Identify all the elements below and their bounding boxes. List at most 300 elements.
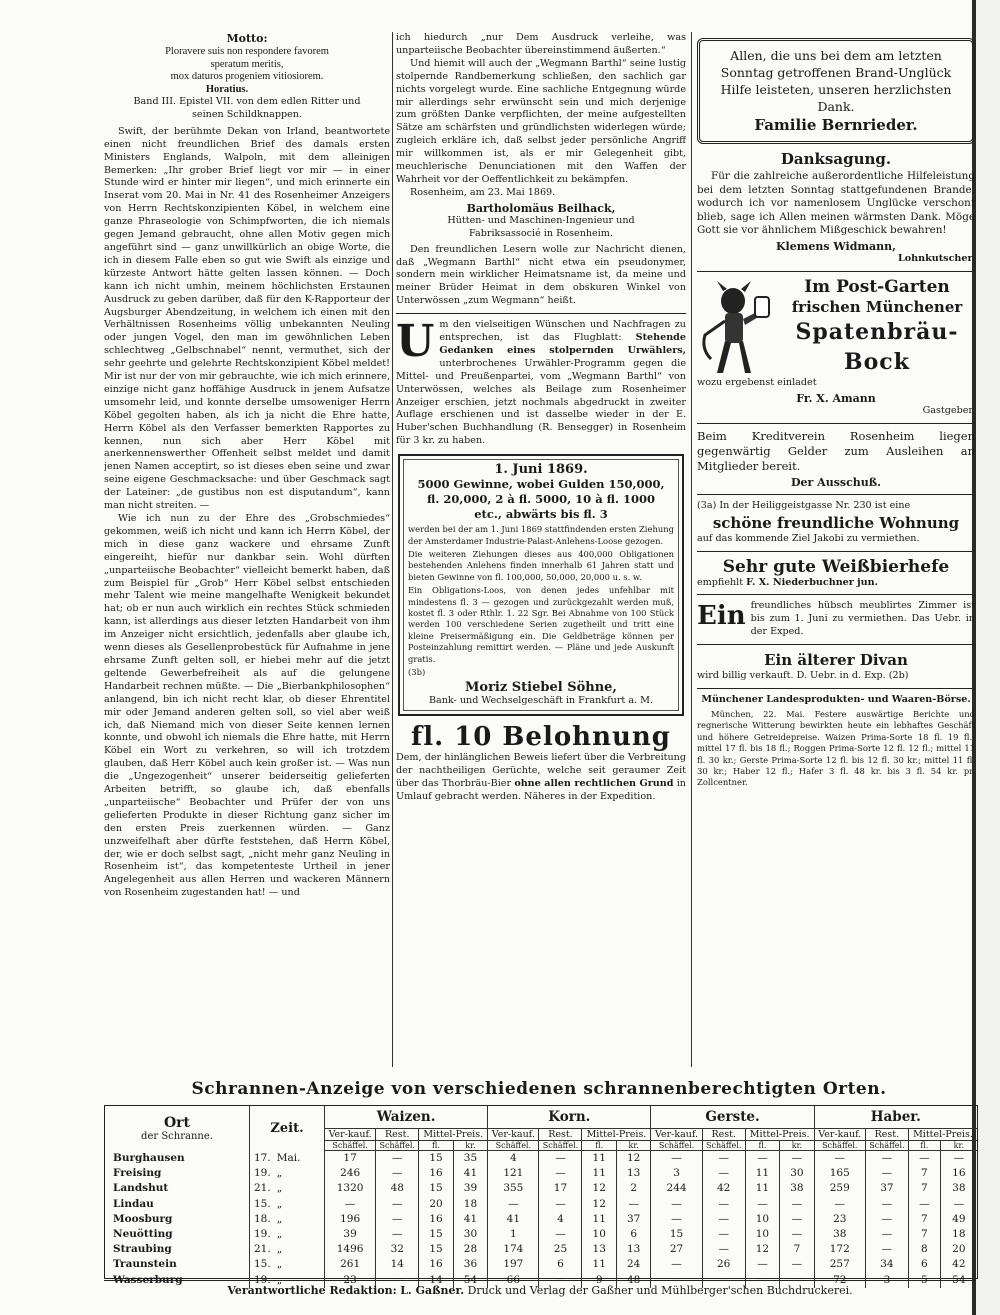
value-cell: 7	[908, 1181, 940, 1196]
value-cell: —	[702, 1212, 745, 1227]
value-cell: —	[865, 1227, 908, 1242]
unit-header: fl.	[908, 1141, 940, 1151]
grain-header: Haber.	[814, 1106, 977, 1129]
article-signature: Bartholomäus Beilhack,	[466, 201, 616, 215]
value-cell: 1320	[325, 1181, 376, 1196]
value-cell: 7	[908, 1166, 940, 1181]
article-paragraph: ich hiedurch „nur Dem Ausdruck verleihe, was unparteiische Beobachter übereinstimmend äußerten.“	[396, 32, 686, 56]
value-cell: 165	[814, 1166, 865, 1181]
value-cell: 197	[488, 1257, 539, 1272]
lottery-text: werden bei der am 1. Juni 1869 stattfindenden ersten Ziehung der Amsterdamer Industrie-Palast-Anlehens-Loose gezogen.	[408, 524, 674, 546]
sub-header: Mittel-Preis.	[582, 1129, 651, 1141]
zeit-day: 19.	[254, 1228, 271, 1241]
value-cell: 42	[940, 1257, 977, 1272]
unit-header: fl.	[582, 1141, 616, 1151]
table-row	[105, 1212, 977, 1227]
value-cell: —	[376, 1151, 419, 1167]
value-cell: 12	[582, 1197, 616, 1212]
value-cell: 20	[419, 1197, 453, 1212]
unit-header: Schäffel.	[865, 1141, 908, 1151]
sub-header: Rest.	[376, 1129, 419, 1141]
zimmer-text: freundliches hübsch meublirtes Zimmer ist bis zum 1. Juni zu vermiethen. Das Uebr. in der Exped.	[750, 600, 975, 638]
sub-header: Mittel-Preis.	[419, 1129, 488, 1141]
value-cell: 12	[616, 1151, 650, 1167]
unit-header: Schäffel.	[814, 1141, 865, 1151]
ort-cell: Traunstein	[113, 1258, 177, 1271]
value-cell: —	[651, 1212, 702, 1227]
separator	[697, 688, 975, 689]
danksagung-title: Lohnkutscher.	[898, 252, 975, 264]
value-cell: 8	[908, 1242, 940, 1257]
dropcap: U	[396, 316, 435, 368]
value-cell: 36	[453, 1257, 487, 1272]
value-cell: 11	[745, 1181, 779, 1196]
value-cell: —	[376, 1273, 419, 1288]
zeit-month: „	[276, 1182, 283, 1195]
wohnung-intro: (3a) In der Heiliggeistgasse Nr. 230 ist eine	[697, 499, 911, 511]
value-cell: —	[865, 1166, 908, 1181]
value-cell: 172	[814, 1242, 865, 1257]
value-cell: 16	[940, 1166, 977, 1181]
value-cell: —	[539, 1227, 582, 1242]
value-cell: 42	[702, 1181, 745, 1196]
markt-heading: Münchener Landesprodukten- und Waaren-Börse.	[701, 694, 971, 706]
grain-header: Gerste.	[651, 1106, 814, 1129]
unit-header: kr.	[780, 1141, 814, 1151]
danksagung-text: Für die zahlreiche außerordentliche Hilfeleistung bei dem letzten Sonntag stattgefundenen Brande, wodurch ich vor namenlosem Unglücke verschont blieb, sage ich Allen meinen wärmsten Dank. Möge Gott sie vor ähnlichem Mißgeschick bewahren!	[697, 170, 975, 237]
zeit-month: „	[276, 1228, 283, 1241]
value-cell: 10	[582, 1227, 616, 1242]
value-cell: —	[376, 1227, 419, 1242]
danksagung-signature: Klemens Widmann,	[775, 239, 897, 253]
article-paragraph: Wie ich nun zu der Ehre des „Grobschmiedes“ gekommen, weiß ich nicht und kann ich Herrn Köbel, der mich in diese ganz wackere und ehrsame Zunft eingereiht, hiefür nur dankbar sein. Wohl dürften „unparteiische Beobachter“ vielleicht bemerkt haben, daß zum Beispiel für „Grob“ Herr Köbel selbst entschieden mehr Talent wie meine mangelhafte Wenigkeit bekundet hat; ob er nun auch wirklich ein rechtes Stück schmieden kann, ist allerdings aus dieser letzten Handarbeit von ihm im Anzeiger nicht ersichtlich, jedenfalls aber glaube ich, wenn dieses als Gesellenprobestück für Aufnahme in jene ehrsame Zunft gelten soll, er hiebei mehr auf die jetzt geltende Gewerbefreiheit als auf die gelungene Handarbeit rechnen müßte. — Die „Bierbankphilosophen“ anlangend, bin ich nicht recht klar, ob dieser Ehrentitel mir oder Jemand anderen gelten soll, so viel aber weiß ich, daß Niemand mich von dieser Seite kennen lernen konnte, und obwohl ich niemals die Ehre hatte, mit Herrn Köbel ein Wort zu verkehren, so will ich trotzdem glauben, daß Herr Köbel auch kein großer ist. — Was nun die „Ungezogenheit“ unserer beiderseitig gelieferten Arbeiten betrifft, so glaube ich, daß ebenfalls „unparteiische“ Beobachter und Prüfer der von uns gelieferten Produkte in dieser Richtung ganz sicher im den ersten Preis zuerkennen würden. — Ganz unzweifelhaft aber dürfte feststehen, daß Herrn Köbel, der, wie er doch selbst sagt, „nicht mehr ganz Neuling in Rosenheim ist“, das kompetenteste Urtheil in jener Angelegenheit aus allen Herren und wackeren Männern von Rosenheim zugestanden hat! — und	[104, 513, 390, 899]
ort-cell: Freising	[113, 1167, 162, 1180]
ad-number: (3b)	[408, 667, 426, 678]
sub-header: Ver-kauf.	[325, 1129, 376, 1141]
sub-header: Ver-kauf.	[488, 1129, 539, 1141]
thanks-signature: Familie Bernrieder.	[754, 116, 918, 134]
ort-cell: Burghausen	[113, 1151, 185, 1164]
flugblatt-intro: m den vielseitigen Wünschen und Nachfragen zu entsprechen, ist das Flugblatt:	[439, 319, 686, 344]
signature-title: Hütten- und Maschinen-Ingenieur und	[447, 214, 635, 226]
value-cell: 13	[616, 1242, 650, 1257]
value-cell: 20	[940, 1242, 977, 1257]
zeit-header: Zeit.	[250, 1106, 325, 1151]
postgarten-product: Spatenbräu-Bock	[795, 318, 959, 375]
value-cell: 121	[488, 1166, 539, 1181]
value-cell: 18	[453, 1197, 487, 1212]
motto-author: Horatius.	[205, 83, 249, 95]
value-cell: —	[908, 1197, 940, 1212]
schrannen-table	[104, 1105, 978, 1286]
table-row	[105, 1166, 977, 1181]
value-cell: —	[745, 1257, 779, 1272]
table-row	[105, 1242, 977, 1257]
value-cell: 38	[780, 1181, 814, 1196]
unit-header: fl.	[745, 1141, 779, 1151]
value-cell: 30	[780, 1166, 814, 1181]
value-cell: —	[376, 1197, 419, 1212]
value-cell: 11	[582, 1212, 616, 1227]
wohnung-text: auf das kommende Ziel Jakobi zu vermiethen.	[697, 532, 920, 544]
flugblatt-text	[396, 316, 686, 448]
sub-header: Rest.	[865, 1129, 908, 1141]
value-cell: 72	[814, 1273, 865, 1288]
value-cell: 13	[582, 1242, 616, 1257]
value-cell: 15	[419, 1227, 453, 1242]
value-cell: —	[702, 1242, 745, 1257]
value-cell: 48	[616, 1273, 650, 1288]
lottery-text: Ein Obligations-Loos, von denen jedes unfehlbar mit mindestens fl. 3 — gezogen und zurückgezahlt werden muß, kostet fl. 3 oder Rthlr. 1. 22 Sgr. Bei Abnahme von 100 Stück werden 100 verschiedene Serien zugetheilt und tritt eine kleine Preisermäßigung ein. Die Geldbeträge können per Posteinzahlung remittirt werden. — Pläne und jede Auskunft gratis.	[408, 585, 674, 664]
value-cell: 39	[325, 1227, 376, 1242]
article-paragraph: Swift, der berühmte Dekan von Irland, beantwortete einen nicht freundlichen Brief des damals ersten Ministers Englands, Walpoln, mit dem alleinigen Bemerken: „Ihr grober Brief liegt vor mir — in einer Stunde wird er hinter mir liegen“, und mich erinnerte ein Inserat vom 20. Mai in Nr. 41 des Rosenheimer Anzeigers von Herrn Rechtskonzipienten Köbel, in welchem eine ganze Phraseologie von Schimpfworten, die ich niemals gegen Jemand gebraucht, ohne allen Motiv gegen mich angeführt sind — ganz unwillkürlich an obige Worte, die ich in diesem Falle eben so gut wie Swift als einzige und kürzeste Antwort hätte gelten lassen können. — Doch kann ich nicht umhin, meinem höchlichsten Erstaunen Ausdruck zu geben darüber, daß für den K-Rapporteur der Augsburger Abendzeitung, in welchem ich einen mit den Verhältnissen Rosenheims völlig unbekannten Neuling oder jungen Vogel, den man im gewöhnlichen Leben schlechtweg „Gelbschnabel“ nennt, vermuthet, sich der sehr geehrte und gelehrte Rechtskonzipient Köbel meldet! Mir ist nur der von mir gebrauchte, wie ich mich erinnere, einzige nicht ganz hoffähige Ausdruck in jenem Aufsatze umsomehr leid, und konnte derselbe umsoweniger Herrn Köbel gegolten haben, als ich ja nicht die Ehre hatte, Herrn Köbel als den Verfasser bemerkten Rapportes zu kennen, nun sich aber Herr Köbel mit anerkennenswerther Offenheit selbst meldet und damit jenen Namen acceptirt, so ist dieses eben seine und zwar seine eigene Geschmacksache: und über Geschmack sagt der Lateiner: „de gustibus non est disputandum“, kann man nicht streiten. —	[104, 125, 390, 512]
sub-header: Mittel-Preis.	[745, 1129, 814, 1141]
value-cell: 37	[616, 1212, 650, 1227]
value-cell: 10	[745, 1227, 779, 1242]
thanks-widmann	[697, 150, 975, 266]
value-cell: —	[702, 1273, 745, 1288]
value-cell: 259	[814, 1181, 865, 1196]
value-cell: —	[539, 1273, 582, 1288]
reward-heading: fl. 10 Belohnung	[411, 722, 671, 753]
value-cell: 13	[616, 1166, 650, 1181]
reward-body-end: in Umlauf gebracht werden. Näheres in der Expedition.	[396, 778, 686, 803]
weissbier-heading: Sehr gute Weißbierhefe	[722, 556, 950, 577]
value-cell: 16	[419, 1166, 453, 1181]
lottery-headline: 5000 Gewinne, wobei Gulden 150,000,	[417, 477, 665, 492]
value-cell: 30	[453, 1227, 487, 1242]
sub-header: Rest.	[539, 1129, 582, 1141]
column-rule	[392, 32, 393, 1067]
column-middle	[396, 32, 686, 1067]
kreditverein-ad	[697, 429, 975, 489]
divan-text: wird billig verkauft. D. Uebr. in d. Exp. (2b)	[697, 670, 909, 682]
value-cell: 11	[582, 1151, 616, 1167]
zeit-day: 21.	[254, 1182, 271, 1195]
value-cell: —	[940, 1151, 977, 1167]
value-cell: 7	[908, 1227, 940, 1242]
postgarten-ad	[697, 277, 975, 418]
unit-header: Schäffel.	[702, 1141, 745, 1151]
value-cell: —	[539, 1197, 582, 1212]
value-cell: 24	[616, 1257, 650, 1272]
value-cell: —	[651, 1257, 702, 1272]
separator	[697, 423, 975, 424]
value-cell: 38	[814, 1227, 865, 1242]
motto-source: Band III. Epistel VII. von dem edlen Ritter und seinen Schildknappen.	[133, 96, 361, 120]
value-cell: 2	[616, 1181, 650, 1196]
value-cell: 261	[325, 1257, 376, 1272]
value-cell: —	[814, 1197, 865, 1212]
value-cell: —	[814, 1151, 865, 1167]
value-cell: 11	[745, 1166, 779, 1181]
ort-cell: Straubing	[113, 1243, 172, 1256]
flugblatt-title: Stehende Gedanken eines stolpernden Urwählers,	[439, 332, 686, 356]
value-cell: 5	[908, 1273, 940, 1288]
markt-report	[697, 694, 975, 789]
separator	[697, 644, 975, 645]
zeit-day: 15.	[254, 1197, 271, 1210]
value-cell: —	[702, 1166, 745, 1181]
zeit-month: „	[276, 1197, 283, 1210]
separator	[697, 551, 975, 552]
zeit-cell	[250, 1151, 325, 1167]
value-cell: 14	[376, 1257, 419, 1272]
value-cell: 27	[651, 1242, 702, 1257]
zeit-cell	[250, 1166, 325, 1181]
unit-header: Schäffel.	[376, 1141, 419, 1151]
postgarten-line1: Im Post-Garten	[804, 276, 950, 297]
wohnung-heading: schöne freundliche Wohnung	[712, 513, 960, 532]
zeit-month: „	[276, 1258, 283, 1271]
value-cell: 6	[616, 1227, 650, 1242]
motto-latin	[104, 46, 390, 84]
value-cell: 17	[325, 1151, 376, 1167]
zeit-cell	[250, 1242, 325, 1257]
value-cell: 34	[865, 1257, 908, 1272]
weissbier-name: F. X. Niederbuchner jun.	[746, 576, 878, 588]
zeit-cell	[250, 1257, 325, 1272]
value-cell: 37	[865, 1181, 908, 1196]
reward-text	[396, 752, 686, 804]
unit-header: Schäffel.	[488, 1141, 539, 1151]
value-cell: —	[651, 1151, 702, 1167]
lottery-ad	[398, 454, 684, 716]
value-cell: —	[940, 1197, 977, 1212]
postgarten-signature: Fr. X. Amann	[796, 391, 876, 405]
value-cell: 23	[814, 1212, 865, 1227]
value-cell: 246	[325, 1166, 376, 1181]
value-cell: 48	[376, 1181, 419, 1196]
zeit-day: 19.	[254, 1167, 271, 1180]
article-postscript: Den freundlichen Lesern wolle zur Nachricht dienen, daß „Wegmann Barthl“ nicht etwa ein pseudonymer, sondern mein wirklicher Heimatsname ist, da meine und meiner Brüder Heimat in dem obskuren Winkel von Unterwössen „zum Wegmann“ heißt.	[396, 243, 686, 307]
unit-header: Schäffel.	[539, 1141, 582, 1151]
value-cell: 6	[908, 1257, 940, 1272]
value-cell: —	[539, 1151, 582, 1167]
table-body	[105, 1151, 977, 1288]
lottery-firm: Moriz Stiebel Söhne,	[465, 680, 617, 696]
imprint-text: Druck und Verlag der Gaßner und Mühlberger'schen Buchdruckerei.	[467, 1284, 853, 1297]
value-cell: 7	[908, 1212, 940, 1227]
value-cell: 4	[539, 1212, 582, 1227]
value-cell: 12	[745, 1242, 779, 1257]
imprint-label: Verantwortliche Redaktion:	[227, 1284, 397, 1297]
value-cell: 7	[780, 1242, 814, 1257]
zeit-day: 18.	[254, 1212, 271, 1225]
divan-ad	[697, 650, 975, 683]
value-cell: 11	[582, 1257, 616, 1272]
kreditverein-text: Beim Kreditverein Rosenheim liegen gegenwärtig Gelder zum Ausleihen an Mitglieder bereit.	[697, 428, 975, 473]
separator	[697, 494, 975, 495]
grain-header: Waizen.	[325, 1106, 488, 1129]
zimmer-ad	[697, 600, 975, 639]
value-cell: 11	[582, 1166, 616, 1181]
zeit-day: 21.	[254, 1243, 271, 1256]
value-cell: 12	[582, 1181, 616, 1196]
imprint	[104, 1280, 976, 1297]
postgarten-invite: wozu ergebenst einladet	[697, 376, 817, 388]
divan-heading: Ein älterer Divan	[764, 651, 908, 670]
zeit-cell	[250, 1181, 325, 1196]
table-row	[105, 1257, 977, 1272]
value-cell: 355	[488, 1181, 539, 1196]
devil-illustration-icon	[697, 279, 773, 377]
sub-header: Mittel-Preis.	[908, 1129, 977, 1141]
value-cell: —	[745, 1197, 779, 1212]
separator	[697, 594, 975, 595]
value-cell: 174	[488, 1242, 539, 1257]
value-cell: —	[702, 1151, 745, 1167]
unit-header: fl.	[419, 1141, 453, 1151]
value-cell: 244	[651, 1181, 702, 1196]
value-cell: 66	[488, 1273, 539, 1288]
unit-header: kr.	[616, 1141, 650, 1151]
zeit-month: „	[276, 1212, 283, 1225]
value-cell: 54	[940, 1273, 977, 1288]
value-cell: 35	[453, 1151, 487, 1167]
zeit-month: Mai.	[276, 1151, 301, 1164]
value-cell: 32	[376, 1242, 419, 1257]
value-cell: —	[865, 1197, 908, 1212]
reward-bold: ohne allen rechtlichen Grund	[514, 778, 674, 790]
value-cell: 16	[419, 1257, 453, 1272]
value-cell: —	[745, 1151, 779, 1167]
sub-header: Rest.	[702, 1129, 745, 1141]
ort-header	[105, 1106, 250, 1151]
value-cell: 26	[702, 1257, 745, 1272]
value-cell: —	[865, 1151, 908, 1167]
lottery-text: Die weiteren Ziehungen dieses aus 400,000 Obligationen bestehenden Anlehens finden innerhalb 61 Jahren statt und bieten Gewinne von fl. 100,000, 50,000, 20,000 u. s. w.	[408, 549, 674, 582]
thanks-text: Allen, die uns bei dem am letzten Sonntag getroffenen Brand-Unglück Hilfe leisteten, unseren herzlichsten Dank.	[720, 48, 952, 114]
unit-header: kr.	[940, 1141, 977, 1151]
value-cell: 18	[940, 1227, 977, 1242]
separator	[396, 313, 686, 314]
postgarten-title: Gastgeber.	[922, 404, 975, 416]
column-right	[697, 32, 975, 1067]
zeit-month: „	[276, 1243, 283, 1256]
value-cell: 10	[745, 1212, 779, 1227]
value-cell: —	[865, 1212, 908, 1227]
article-paragraph: Und hiemit will auch der „Wegmann Barthl“ seine lustig stolpernde Randbemerkung schließen, den sachlich gar nichts vorgelegt wurde. Eine sachliche Entgegnung würde mir allerdings sehr erwünscht sein und mich derjenige zum größten Danke verpflichten, der meine aufgestellten Sätze am schärfsten und gründlichsten widerlegen würde; zugleich erkläre ich, daß selbst jeder persönliche Angriff mir willkommen ist, als er mir Gelegenheit gibt, meuchlerische Denunciationen mit den Waffen der Wahrheit vor der Oeffentlichkeit zu bekämpfen.	[396, 57, 686, 185]
table	[105, 1106, 977, 1288]
value-cell: —	[908, 1151, 940, 1167]
value-cell: —	[780, 1227, 814, 1242]
reward-body: Dem, der hinlänglichen Beweis liefert über die Verbreitung der nachtheiligen Gerüchte, welche seit geraumer Zeit über das Thorbräu-Bier	[396, 752, 686, 790]
ort-header-sub: der Schranne.	[141, 1130, 213, 1142]
value-cell: 196	[325, 1212, 376, 1227]
kreditverein-signature: Der Ausschuß.	[791, 475, 881, 489]
separator	[697, 271, 975, 272]
thanks-bernrieder	[697, 38, 975, 144]
postgarten-line2: frischen Münchener	[791, 297, 963, 316]
value-cell: —	[780, 1257, 814, 1272]
imprint-name: L. Gaßner.	[400, 1284, 465, 1297]
value-cell: —	[702, 1227, 745, 1242]
table-title: Schrannen-Anzeige von verschiedenen schrannenberechtigten Orten.	[191, 1079, 887, 1099]
value-cell: 25	[539, 1242, 582, 1257]
value-cell: 3	[651, 1166, 702, 1181]
column-rule	[691, 32, 692, 1067]
value-cell: —	[702, 1197, 745, 1212]
signature-title: Fabriksassocié in Rosenheim.	[469, 227, 613, 239]
lottery-headline: etc., abwärts bis fl. 3	[474, 507, 608, 522]
value-cell: 9	[582, 1273, 616, 1288]
lottery-headline: fl. 20,000, 2 à fl. 5000, 10 à fl. 1000	[426, 492, 656, 507]
weissbier-verb: empfiehlt	[697, 576, 744, 588]
value-cell: 41	[453, 1212, 487, 1227]
value-cell: 54	[453, 1273, 487, 1288]
flugblatt-body: unterbrochenes Urwähler-Programm gegen die Mittel- und Preußenpartei, vom „Wegmann Barthl“ von Unterwössen, welches als Beilage zum Rosenheimer Anzeiger erschien, jetzt nochmals abgedruckt in zweiter Auflage erschienen und ist dasselbe wieder in der E. Huber'schen Buchhandlung (R. Bensegger) in Rosenheim für 3 kr. zu haben.	[396, 357, 686, 447]
value-cell: 41	[488, 1212, 539, 1227]
value-cell: 1	[488, 1227, 539, 1242]
value-cell: 17	[539, 1181, 582, 1196]
value-cell: 15	[419, 1181, 453, 1196]
motto-line: mox daturos progeniem vitiosiorem.	[170, 71, 324, 82]
zeit-cell	[250, 1227, 325, 1242]
value-cell: —	[651, 1197, 702, 1212]
unit-header: Schäffel.	[325, 1141, 376, 1151]
value-cell: 15	[419, 1242, 453, 1257]
zeit-day: 17.	[254, 1151, 271, 1164]
zeit-cell	[250, 1212, 325, 1227]
unit-header: kr.	[453, 1141, 487, 1151]
ort-cell: Moosburg	[113, 1212, 173, 1225]
weissbier-ad	[697, 557, 975, 590]
value-cell: 28	[453, 1242, 487, 1257]
value-cell: —	[780, 1212, 814, 1227]
sub-header: Ver-kauf.	[651, 1129, 702, 1141]
zeit-day: 15.	[254, 1258, 271, 1271]
ort-cell: Wasserburg	[113, 1273, 183, 1286]
table-row	[105, 1197, 977, 1212]
danksagung-heading: Danksagung.	[780, 150, 892, 168]
ort-cell: Lindau	[113, 1197, 154, 1210]
zeit-cell	[250, 1197, 325, 1212]
value-cell: —	[865, 1242, 908, 1257]
value-cell: —	[616, 1197, 650, 1212]
table-row	[105, 1181, 977, 1196]
value-cell: 39	[453, 1181, 487, 1196]
value-cell: 6	[539, 1257, 582, 1272]
value-cell: 257	[814, 1257, 865, 1272]
value-cell: —	[488, 1197, 539, 1212]
ort-cell: Neuötting	[113, 1228, 173, 1241]
dropword: Ein	[697, 601, 746, 632]
value-cell: 14	[419, 1273, 453, 1288]
wohnung-ad	[697, 500, 975, 546]
article-dateline: Rosenheim, am 23. Mai 1869.	[410, 186, 556, 198]
reward-ad	[396, 722, 686, 804]
value-cell: —	[780, 1151, 814, 1167]
value-cell: —	[539, 1166, 582, 1181]
value-cell: 49	[940, 1212, 977, 1227]
unit-header: Schäffel.	[651, 1141, 702, 1151]
value-cell: —	[376, 1166, 419, 1181]
zeit-month: „	[276, 1167, 283, 1180]
value-cell: 23	[325, 1273, 376, 1288]
markt-text: München, 22. Mai. Festere auswärtige Berichte und regnerische Witterung bewirkten heute ein lebhaftes Geschäft und höhere Getreidepreise. Waizen Prima-Sorte 18 fl. 19 fl.; mittel 17 fl. bis 18 fl.; Roggen Prima-Sorte 12 fl. 12 fl.; mittel 11 fl. 30 kr.; Gerste Prima-Sorte 12 fl. bis 12 fl. 30 kr.; mittel 11 fl. 30 kr.; Haber 12 fl.; Hafer 3 fl. 48 kr. bis 3 fl. 54 kr. pr. Zollcentner.	[697, 708, 975, 788]
value-cell: —	[376, 1212, 419, 1227]
value-cell: —	[780, 1273, 814, 1288]
value-cell: —	[325, 1197, 376, 1212]
value-cell: —	[651, 1273, 702, 1288]
value-cell: —	[745, 1273, 779, 1288]
value-cell: 15	[419, 1151, 453, 1167]
zeit-month: „	[276, 1273, 283, 1286]
value-cell: 1496	[325, 1242, 376, 1257]
zeit-day: 19.	[254, 1273, 271, 1286]
sub-header: Ver-kauf.	[814, 1129, 865, 1141]
